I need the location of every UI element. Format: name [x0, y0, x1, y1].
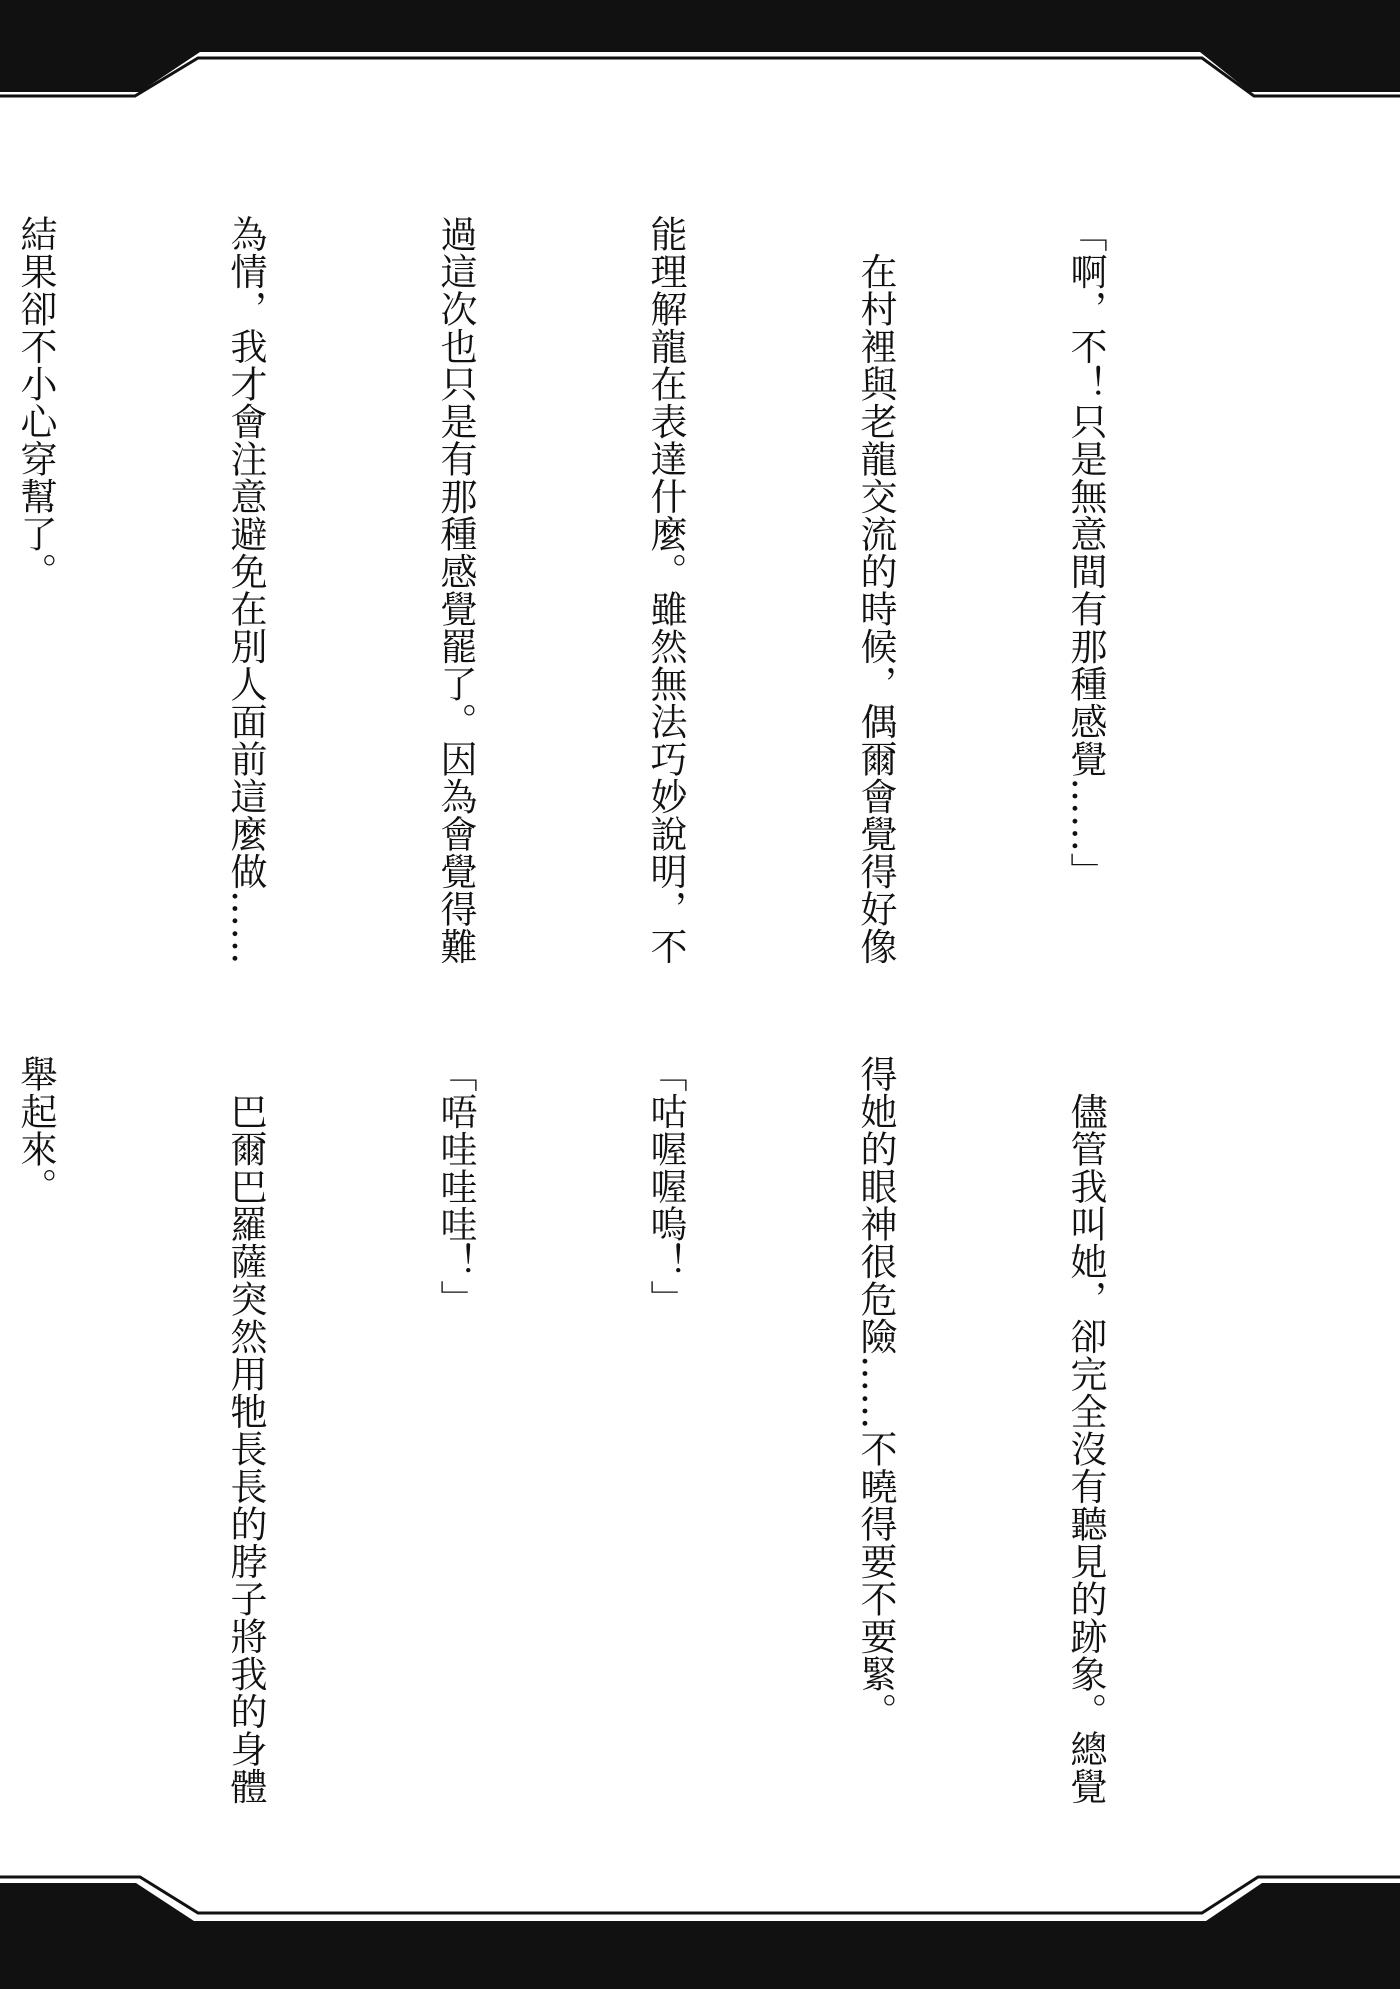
text-line: 能理解龍在表達什麼。雖然無法巧妙說明，不 [644, 215, 687, 965]
text-line: 在村裡與老龍交流的時候，偶爾會覺得好像 [854, 215, 897, 965]
text-line: 「咕喔喔嗚！」 [644, 1055, 687, 1318]
text-line: 巴爾巴羅薩突然用牠長長的脖子將我的身體 [224, 1055, 267, 1805]
bottom-frame-decoration [0, 1869, 1400, 1989]
upper-text-block [0, 215, 1260, 975]
text-line: 過這次也只是有那種感覺罷了。因為會覺得難 [434, 215, 477, 965]
top-frame-decoration [0, 0, 1400, 110]
text-line: 為情，我才會注意避免在別人面前這麼做…… [224, 215, 267, 965]
text-line: 儘管我叫她，卻完全沒有聽見的跡象。總覺 [1064, 1055, 1107, 1805]
text-line: 舉起來。 [14, 1055, 57, 1205]
lower-text-block [0, 1055, 1260, 1815]
text-line: 「啊，不！只是無意間有那種感覺……」 [1064, 215, 1107, 890]
text-line: 「唔哇哇哇！」 [434, 1055, 477, 1318]
text-line: 得她的眼神很危險……不曉得要不要緊。 [854, 1055, 897, 1730]
text-line: 結果卻不小心穿幫了。 [14, 215, 57, 590]
